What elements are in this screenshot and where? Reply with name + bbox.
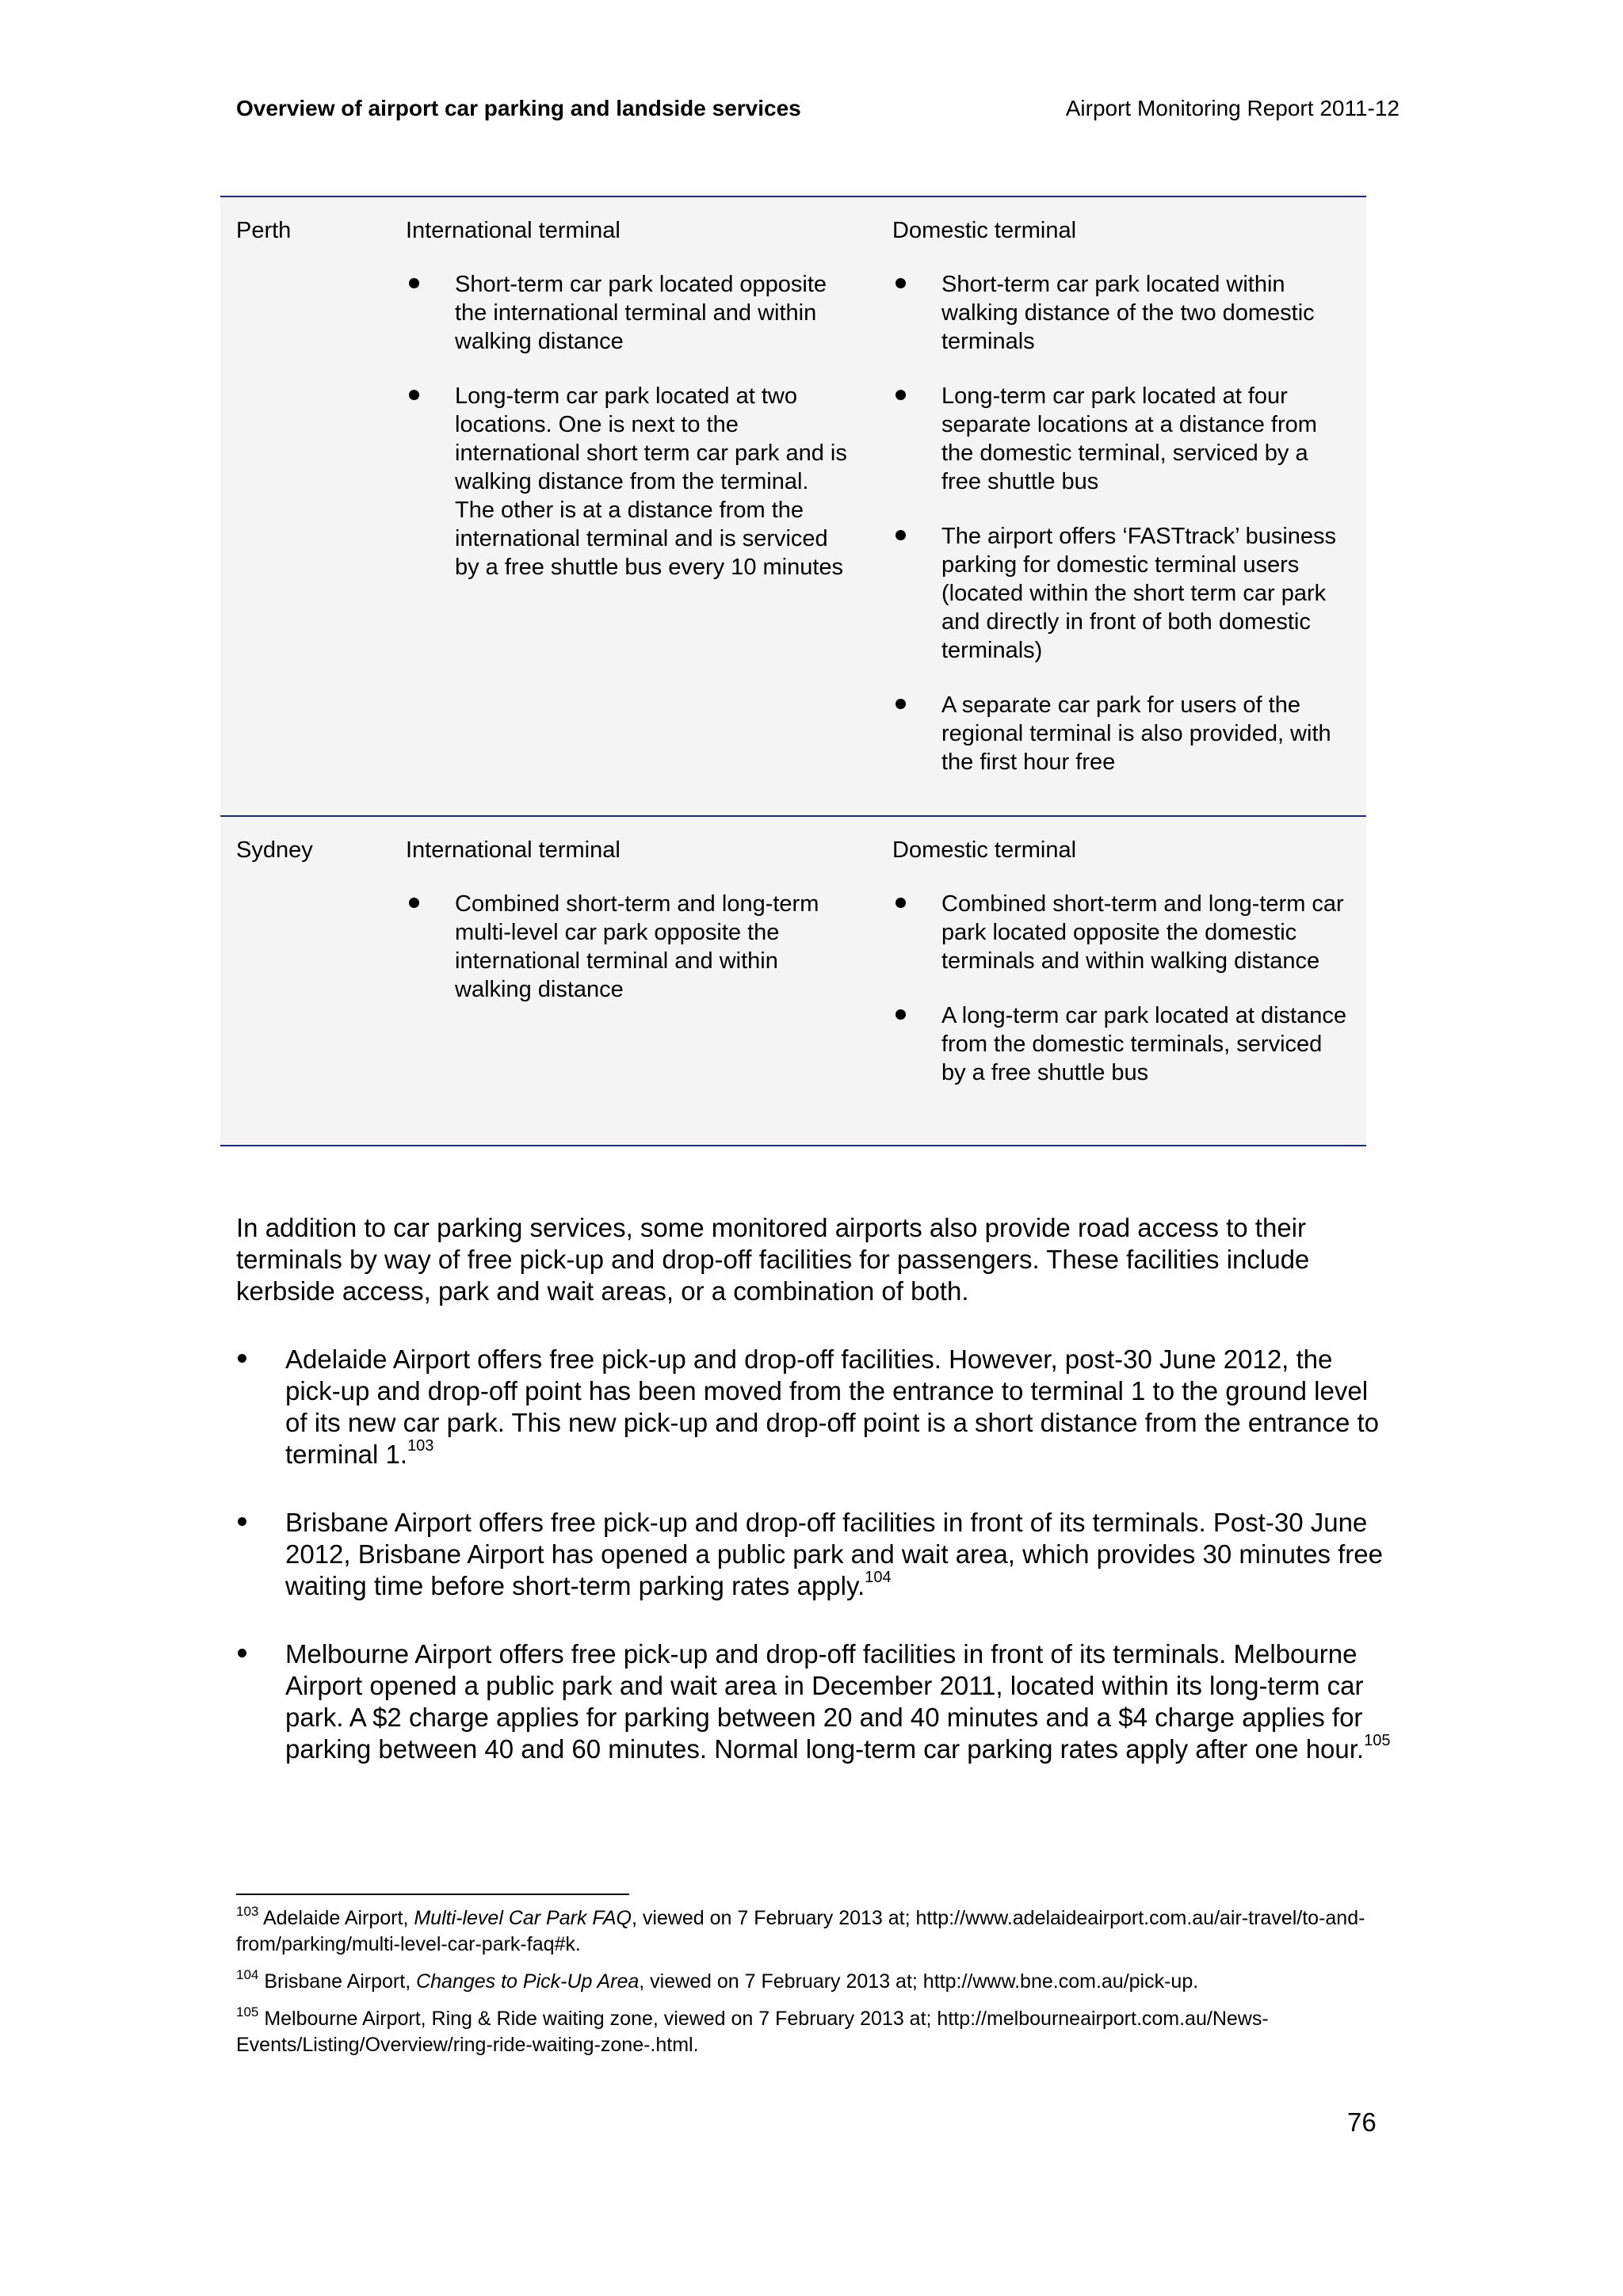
table-bottom-rule [220,1145,1366,1146]
international-column [406,216,850,608]
list-item [236,1344,1393,1470]
list-item: Combined short-term and long-term car park located opposite the domestic terminals and within walking distance [892,890,1352,975]
intro-paragraph: In addition to car parking services, some monitored airports also provide road access to their terminals by way of free pick-up and drop-off facilities for passengers. These facilities include kerbside access, park and wait areas, or a combination of both. [236,1213,1310,1306]
column-title: International terminal [406,218,621,243]
domestic-column [892,216,1352,803]
footnote-number: 104 [236,1966,259,1982]
list-item: Short-term car park located within walking distance of the two domestic terminals [892,270,1352,356]
running-header-title: Overview of airport car parking and landside services [236,96,801,120]
city-label: Perth [236,218,292,243]
footnote-number: 103 [236,1903,259,1919]
international-column [406,836,850,1030]
list-item: The airport offers ‘FASTtrack’ business parking for domestic terminal users (located within the short term car park and directly in front of both domestic terminals) [892,522,1352,665]
footnote-separator [236,1894,629,1895]
list-item: Combined short-term and long-term multi-level car park opposite the international terminal and within walking distance [406,890,850,1004]
city-label: Sydney [236,837,313,863]
domestic-column [892,836,1352,1113]
column-title: Domestic terminal [892,218,1077,243]
footnote-source-title: Multi-level Car Park FAQ [414,1907,632,1929]
list-item: Long-term car park located at two locations. One is next to the international short term car park and is walking distance from the terminal. The other is at a distance from the international terminal and is serviced by a free shuttle bus every 10 minutes [406,382,850,582]
bullet-text: Melbourne Airport offers free pick-up and drop-off facilities in front of its terminals. Melbourne Airport opened a public park and wait area in December 2011, located within its long-term car park. A $2 charge applies for parking between 20 and 40 minutes and a $4 charge applies for parking between 40 and 60 minutes. Normal long-term car parking rates apply after one hour. [285,1639,1365,1764]
column-title: Domestic terminal [892,837,1077,863]
footnote [236,1905,1377,1958]
footnote-text: Melbourne Airport, Ring & Ride waiting zone, viewed on 7 February 2013 at; http://melbourneairport.com.au/News-Events/Listing/Overview/ring-ride-waiting-zone-.html. [236,2008,1269,2056]
footnote [236,2006,1377,2058]
footnote-text: Brisbane Airport, [264,1970,417,1993]
footnote-text: , viewed on 7 February 2013 at; http://www.bne.com.au/pick-up. [639,1970,1199,1993]
column-title: International terminal [406,837,621,863]
list-item: A long-term car park located at distance from the domestic terminals, serviced by a free shuttle bus [892,1001,1352,1087]
body-section [236,1212,1393,1765]
footnote-ref[interactable]: 103 [407,1437,434,1455]
footnote-ref[interactable]: 104 [865,1569,892,1586]
bullet-text: Brisbane Airport offers free pick-up and drop-off facilities in front of its terminals. Post-30 June 2012, Brisbane Airport has opened a public park and wait area, which provides 30 minutes free waiting time before short-term parking rates apply. [285,1508,1384,1600]
footnote-ref[interactable]: 105 [1364,1732,1391,1749]
bullet-text: Adelaide Airport offers free pick-up and drop-off facilities. However, post-30 June 2012, the pick-up and drop-off point has been moved from the entrance to terminal 1 to the ground level of its new car park. This new pick-up and drop-off point is a short distance from the entrance to terminal 1. [285,1344,1379,1469]
footnotes [236,1905,1377,2069]
list-item: Short-term car park located opposite the international terminal and within walking distance [406,270,850,356]
list-item: A separate car park for users of the regional terminal is also provided, with the first hour free [892,691,1352,776]
list-item [236,1507,1393,1602]
footnote-source-title: Changes to Pick-Up Area [416,1970,640,1993]
running-header-report: Airport Monitoring Report 2011-12 [1065,96,1400,120]
page-number: 76 [1347,2107,1377,2137]
table-row-perth [220,197,1366,815]
list-item: Long-term car park located at four separate locations at a distance from the domestic terminal, serviced by a free shuttle bus [892,382,1352,496]
footnote-text: Adelaide Airport, [262,1907,414,1929]
footnote-text: , viewed on 7 February 2013 at; http://www.adelaideairport.com.au/air-travel/to-and-from/parking/multi-level-car-park-faq#k. [236,1907,1365,1955]
footnote [236,1966,1377,1995]
list-item [236,1638,1393,1765]
table-row-sydney [220,817,1366,1145]
footnote-number: 105 [236,2004,259,2019]
